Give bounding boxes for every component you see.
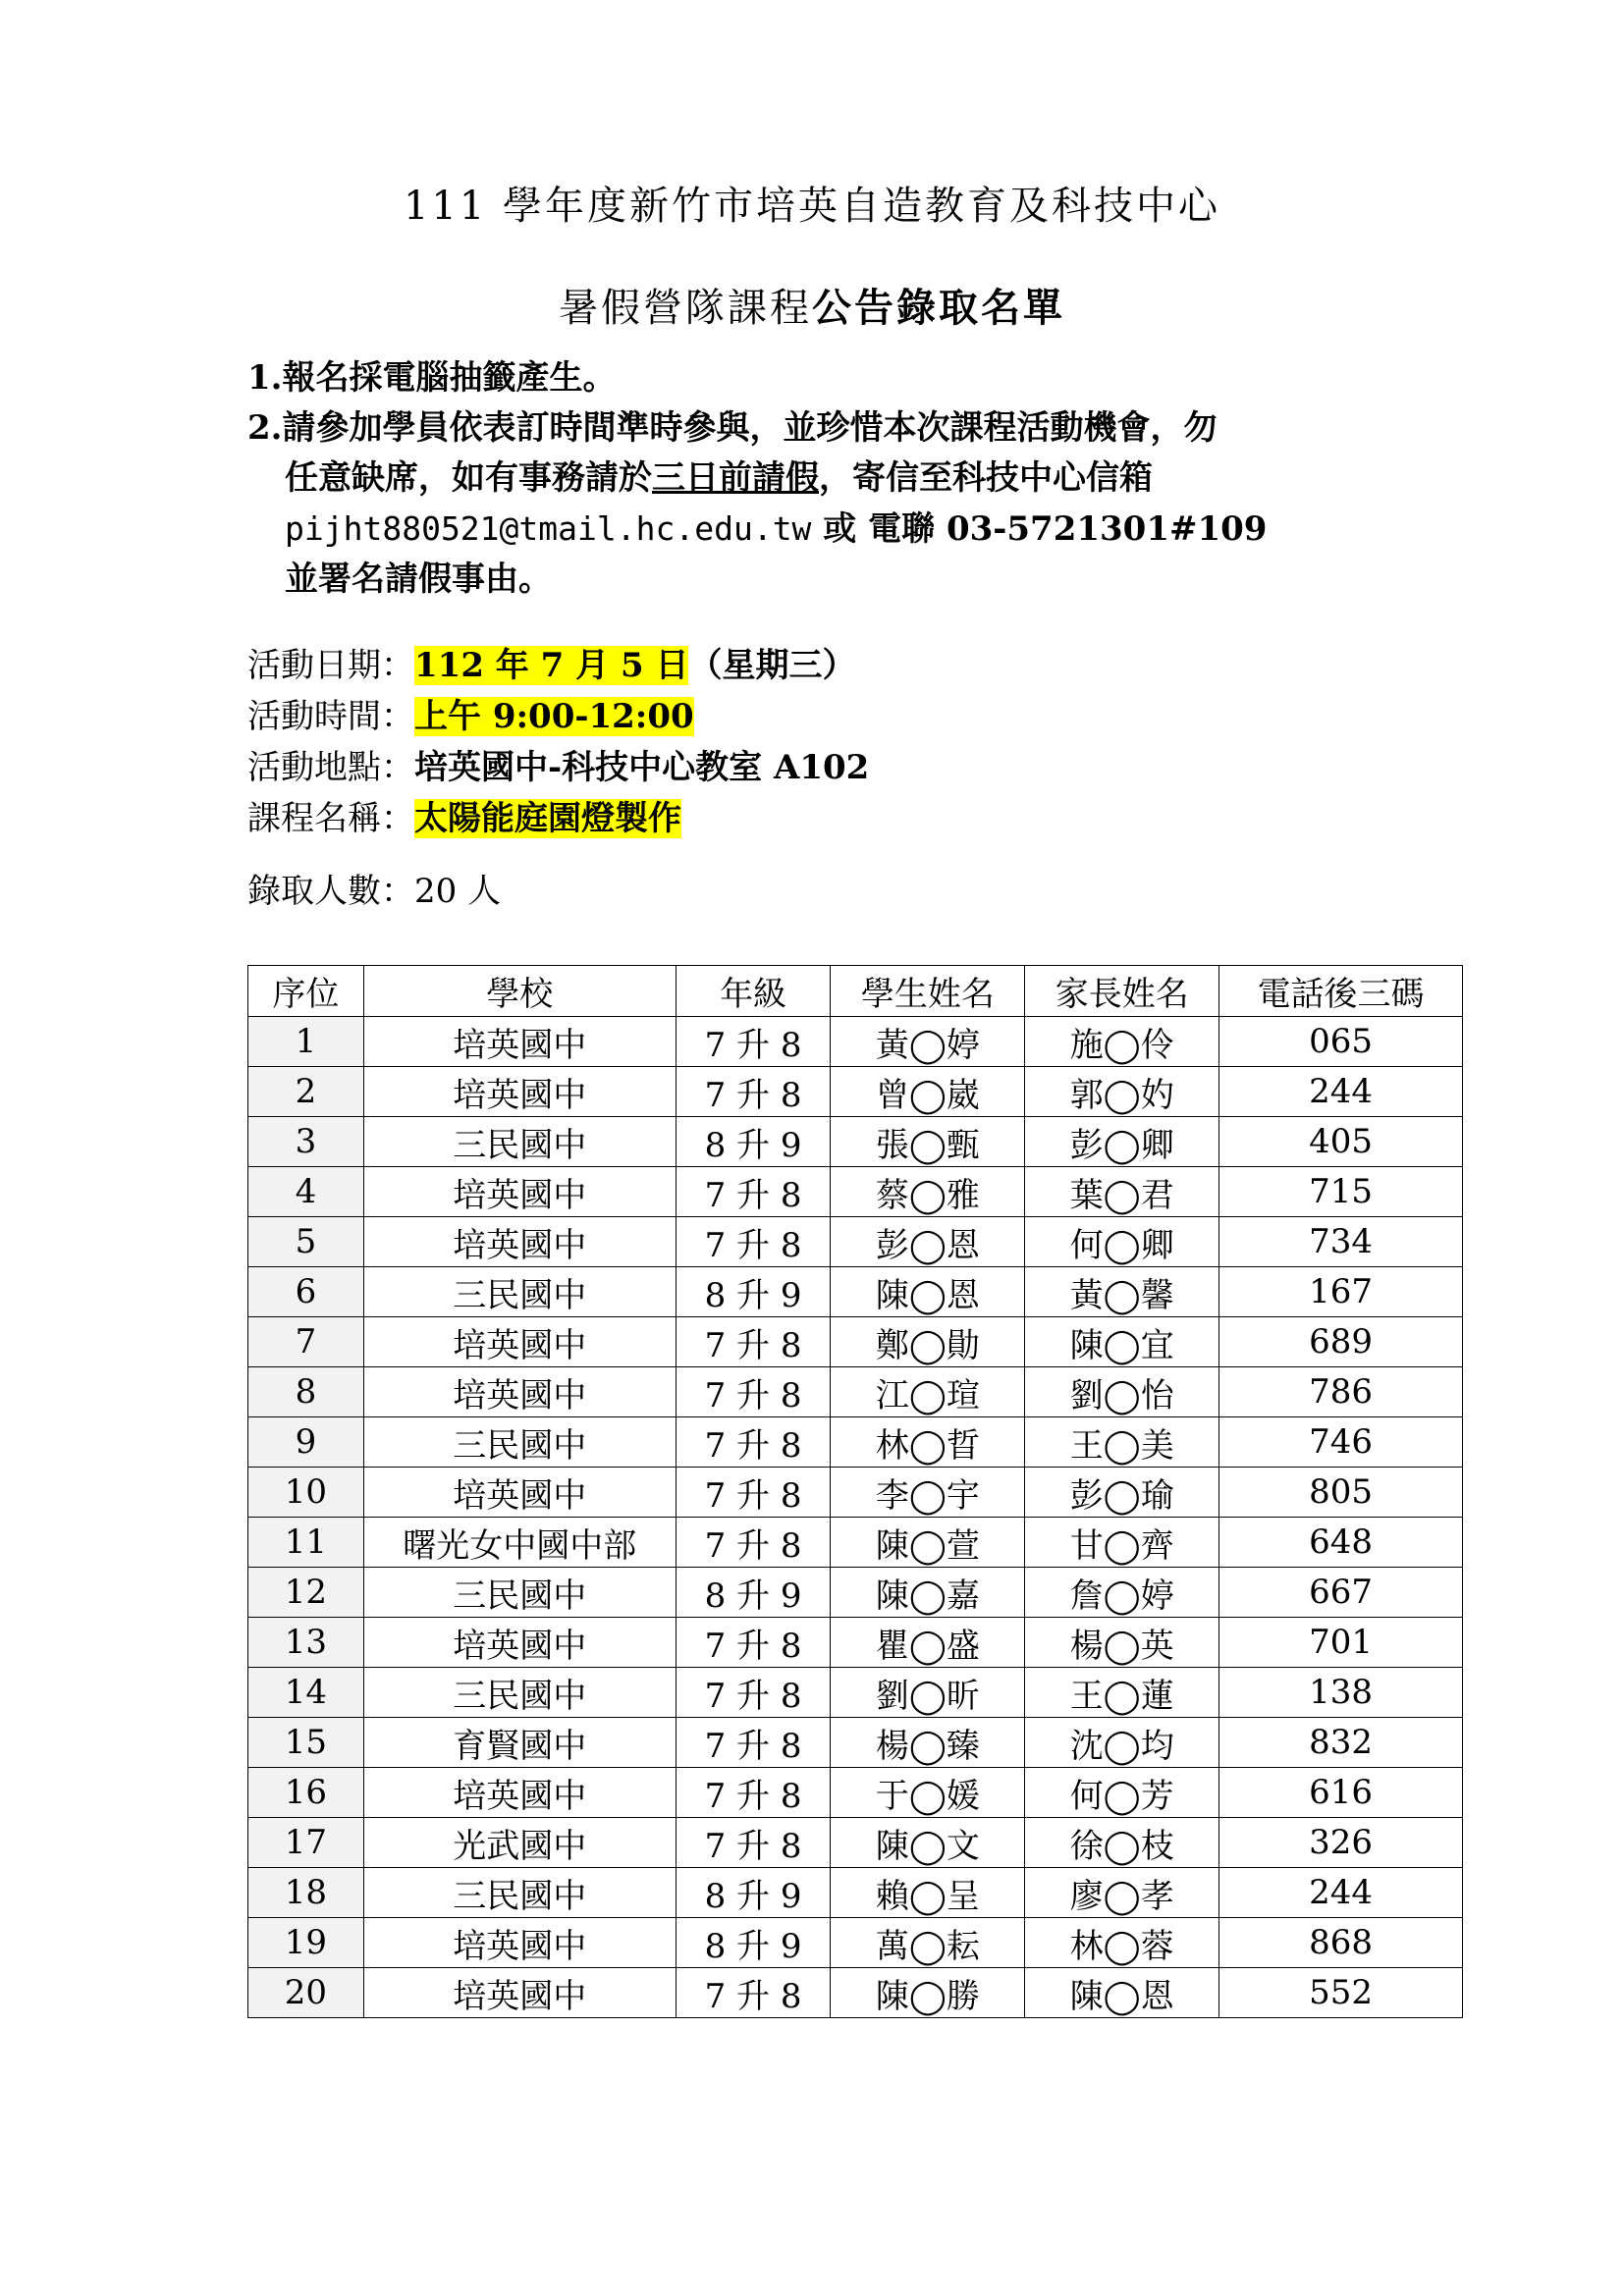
cell-school: 三民國中 xyxy=(363,1417,676,1468)
cell-school: 培英國中 xyxy=(363,1317,676,1367)
table-row xyxy=(248,1468,1463,1518)
cell-parent-name: 黃◯馨 xyxy=(1025,1267,1219,1317)
cell-grade: 7 升 8 xyxy=(676,1518,831,1568)
cell-parent-name: 廖◯孝 xyxy=(1025,1868,1219,1918)
activity-time-label: 活動時間： xyxy=(247,697,414,736)
header-student-name: 學生姓名 xyxy=(831,966,1025,1017)
cell-school: 培英國中 xyxy=(363,1217,676,1267)
cell-phone-last3: 648 xyxy=(1219,1518,1463,1568)
cell-parent-name: 王◯蓮 xyxy=(1025,1668,1219,1718)
cell-grade: 8 升 9 xyxy=(676,1568,831,1618)
cell-seq: 8 xyxy=(248,1367,364,1417)
cell-seq: 4 xyxy=(248,1167,364,1217)
cell-phone-last3: 689 xyxy=(1219,1317,1463,1367)
table-row xyxy=(248,1067,1463,1117)
cell-seq: 5 xyxy=(248,1217,364,1267)
cell-grade: 7 升 8 xyxy=(676,1367,831,1417)
cell-parent-name: 陳◯恩 xyxy=(1025,1968,1219,2018)
cell-student-name: 彭◯恩 xyxy=(831,1217,1025,1267)
admission-table xyxy=(247,965,1463,2018)
document-title: 111 學年度新竹市培英自造教育及科技中心 xyxy=(403,184,1221,229)
cell-phone-last3: 326 xyxy=(1219,1818,1463,1868)
cell-parent-name: 彭◯瑜 xyxy=(1025,1468,1219,1518)
course-name-row xyxy=(247,793,869,844)
cell-student-name: 于◯媛 xyxy=(831,1768,1025,1818)
cell-school: 培英國中 xyxy=(363,1067,676,1117)
contact-or: 或 xyxy=(823,509,857,549)
note-2-continued xyxy=(247,454,1475,504)
activity-place-row xyxy=(247,742,869,793)
cell-grade: 8 升 9 xyxy=(676,1868,831,1918)
cell-school: 培英國中 xyxy=(363,1968,676,2018)
cell-seq: 6 xyxy=(248,1267,364,1317)
subtitle-plain: 暑假營隊課程 xyxy=(559,286,812,331)
cell-seq: 11 xyxy=(248,1518,364,1568)
cell-phone-last3: 701 xyxy=(1219,1618,1463,1668)
table-row xyxy=(248,1317,1463,1367)
cell-parent-name: 甘◯齊 xyxy=(1025,1518,1219,1568)
cell-school: 三民國中 xyxy=(363,1267,676,1317)
cell-school: 光武國中 xyxy=(363,1818,676,1868)
table-body xyxy=(248,1017,1463,2018)
cell-phone-last3: 805 xyxy=(1219,1468,1463,1518)
admission-count xyxy=(247,864,501,912)
cell-student-name: 劉◯昕 xyxy=(831,1668,1025,1718)
table-row xyxy=(248,1668,1463,1718)
cell-grade: 8 升 9 xyxy=(676,1267,831,1317)
cell-phone-last3: 832 xyxy=(1219,1718,1463,1768)
cell-school: 三民國中 xyxy=(363,1668,676,1718)
cell-seq: 16 xyxy=(248,1768,364,1818)
cell-seq: 19 xyxy=(248,1918,364,1968)
cell-school: 曙光女中國中部 xyxy=(363,1518,676,1568)
cell-phone-last3: 138 xyxy=(1219,1668,1463,1718)
cell-student-name: 江◯瑄 xyxy=(831,1367,1025,1417)
cell-grade: 8 升 9 xyxy=(676,1918,831,1968)
contact-phone: 電聯 03-5721301#109 xyxy=(868,509,1268,549)
cell-grade: 7 升 8 xyxy=(676,1618,831,1668)
note-2-pre: 任意缺席，如有事務請於 xyxy=(285,458,652,498)
cell-school: 培英國中 xyxy=(363,1017,676,1067)
activity-time-value: 上午 9:00-12:00 xyxy=(414,697,694,736)
cell-seq: 13 xyxy=(248,1618,364,1668)
note-leave-reason: 並署名請假事由。 xyxy=(285,560,552,599)
cell-parent-name: 何◯芳 xyxy=(1025,1768,1219,1818)
cell-student-name: 陳◯萱 xyxy=(831,1518,1025,1568)
cell-phone-last3: 868 xyxy=(1219,1918,1463,1968)
cell-school: 培英國中 xyxy=(363,1167,676,1217)
cell-grade: 7 升 8 xyxy=(676,1417,831,1468)
cell-grade: 7 升 8 xyxy=(676,1317,831,1367)
cell-parent-name: 林◯蓉 xyxy=(1025,1918,1219,1968)
cell-student-name: 林◯晢 xyxy=(831,1417,1025,1468)
course-name-label: 課程名稱： xyxy=(247,799,414,838)
cell-student-name: 陳◯嘉 xyxy=(831,1568,1025,1618)
admission-count-label: 錄取人數： xyxy=(247,872,414,911)
cell-phone-last3: 786 xyxy=(1219,1367,1463,1417)
cell-student-name: 李◯宇 xyxy=(831,1468,1025,1518)
header-grade: 年級 xyxy=(676,966,831,1017)
header-seq: 序位 xyxy=(248,966,364,1017)
cell-parent-name: 施◯伶 xyxy=(1025,1017,1219,1067)
table-row xyxy=(248,1568,1463,1618)
activity-date-label: 活動日期： xyxy=(247,646,414,685)
table-row xyxy=(248,1267,1463,1317)
cell-phone-last3: 734 xyxy=(1219,1217,1463,1267)
cell-seq: 10 xyxy=(248,1468,364,1518)
cell-parent-name: 王◯美 xyxy=(1025,1417,1219,1468)
table-row xyxy=(248,1968,1463,2018)
cell-seq: 7 xyxy=(248,1317,364,1367)
cell-parent-name: 劉◯怡 xyxy=(1025,1367,1219,1417)
table-row xyxy=(248,1417,1463,1468)
cell-school: 培英國中 xyxy=(363,1918,676,1968)
table-row xyxy=(248,1518,1463,1568)
cell-phone-last3: 167 xyxy=(1219,1267,1463,1317)
cell-grade: 7 升 8 xyxy=(676,1217,831,1267)
note-contact xyxy=(247,504,1475,555)
cell-seq: 1 xyxy=(248,1017,364,1067)
cell-parent-name: 彭◯卿 xyxy=(1025,1117,1219,1167)
table-row xyxy=(248,1367,1463,1417)
cell-grade: 7 升 8 xyxy=(676,1968,831,2018)
cell-seq: 18 xyxy=(248,1868,364,1918)
cell-phone-last3: 405 xyxy=(1219,1117,1463,1167)
cell-grade: 7 升 8 xyxy=(676,1017,831,1067)
cell-phone-last3: 616 xyxy=(1219,1768,1463,1818)
cell-grade: 8 升 9 xyxy=(676,1117,831,1167)
table-row xyxy=(248,1618,1463,1668)
activity-info xyxy=(247,640,869,844)
cell-grade: 7 升 8 xyxy=(676,1668,831,1718)
cell-seq: 12 xyxy=(248,1568,364,1618)
cell-parent-name: 楊◯英 xyxy=(1025,1618,1219,1668)
cell-school: 培英國中 xyxy=(363,1468,676,1518)
cell-grade: 7 升 8 xyxy=(676,1167,831,1217)
cell-phone-last3: 746 xyxy=(1219,1417,1463,1468)
cell-student-name: 瞿◯盛 xyxy=(831,1618,1025,1668)
cell-school: 培英國中 xyxy=(363,1618,676,1668)
course-name-value: 太陽能庭園燈製作 xyxy=(414,799,681,838)
cell-seq: 17 xyxy=(248,1818,364,1868)
cell-student-name: 陳◯恩 xyxy=(831,1267,1025,1317)
cell-school: 育賢國中 xyxy=(363,1718,676,1768)
cell-grade: 7 升 8 xyxy=(676,1468,831,1518)
cell-seq: 15 xyxy=(248,1718,364,1768)
cell-grade: 7 升 8 xyxy=(676,1768,831,1818)
cell-phone-last3: 065 xyxy=(1219,1017,1463,1067)
cell-student-name: 陳◯文 xyxy=(831,1818,1025,1868)
cell-school: 三民國中 xyxy=(363,1868,676,1918)
cell-parent-name: 徐◯枝 xyxy=(1025,1818,1219,1868)
activity-date-weekday: （星期三） xyxy=(688,646,856,685)
cell-grade: 7 升 8 xyxy=(676,1067,831,1117)
table-row xyxy=(248,1117,1463,1167)
table-row xyxy=(248,1818,1463,1868)
cell-student-name: 萬◯耘 xyxy=(831,1918,1025,1968)
cell-seq: 14 xyxy=(248,1668,364,1718)
cell-student-name: 賴◯呈 xyxy=(831,1868,1025,1918)
header-parent-name: 家長姓名 xyxy=(1025,966,1219,1017)
cell-school: 培英國中 xyxy=(363,1367,676,1417)
table-row xyxy=(248,1167,1463,1217)
table-row xyxy=(248,1918,1463,1968)
admission-count-value: 20 人 xyxy=(414,872,502,911)
cell-student-name: 陳◯勝 xyxy=(831,1968,1025,2018)
table-row xyxy=(248,1217,1463,1267)
cell-parent-name: 沈◯均 xyxy=(1025,1718,1219,1768)
cell-seq: 9 xyxy=(248,1417,364,1468)
cell-school: 三民國中 xyxy=(363,1117,676,1167)
cell-seq: 2 xyxy=(248,1067,364,1117)
cell-school: 培英國中 xyxy=(363,1768,676,1818)
cell-phone-last3: 715 xyxy=(1219,1167,1463,1217)
table-row xyxy=(248,1017,1463,1067)
cell-student-name: 曾◯崴 xyxy=(831,1067,1025,1117)
cell-phone-last3: 244 xyxy=(1219,1868,1463,1918)
cell-grade: 7 升 8 xyxy=(676,1718,831,1768)
cell-school: 三民國中 xyxy=(363,1568,676,1618)
cell-student-name: 鄭◯勛 xyxy=(831,1317,1025,1367)
cell-student-name: 張◯甄 xyxy=(831,1117,1025,1167)
note-2-post: ，寄信至科技中心信箱 xyxy=(819,458,1153,498)
cell-parent-name: 何◯卿 xyxy=(1025,1217,1219,1267)
cell-student-name: 楊◯臻 xyxy=(831,1718,1025,1768)
table-header-row xyxy=(248,966,1463,1017)
cell-student-name: 蔡◯雅 xyxy=(831,1167,1025,1217)
note-2-underlined: 三日前請假 xyxy=(652,458,819,498)
note-1: 1.報名採電腦抽籤產生。 xyxy=(247,358,617,398)
activity-place-value: 培英國中-科技中心教室 A102 xyxy=(414,748,870,787)
cell-parent-name: 葉◯君 xyxy=(1025,1167,1219,1217)
subtitle-bold: 公告錄取名單 xyxy=(812,285,1065,331)
cell-student-name: 黃◯婷 xyxy=(831,1017,1025,1067)
cell-phone-last3: 244 xyxy=(1219,1067,1463,1117)
cell-grade: 7 升 8 xyxy=(676,1818,831,1868)
activity-place-label: 活動地點： xyxy=(247,748,414,787)
document-subtitle xyxy=(0,277,1624,333)
header-phone-last3: 電話後三碼 xyxy=(1219,966,1463,1017)
table-row xyxy=(248,1868,1463,1918)
activity-time-row xyxy=(247,691,869,742)
cell-phone-last3: 552 xyxy=(1219,1968,1463,2018)
note-2: 2.請參加學員依表訂時間準時參與，並珍惜本次課程活動機會，勿 xyxy=(247,408,1218,448)
cell-phone-last3: 667 xyxy=(1219,1568,1463,1618)
cell-parent-name: 詹◯婷 xyxy=(1025,1568,1219,1618)
table-row xyxy=(248,1768,1463,1818)
activity-date-value: 112 年 7 月 5 日 xyxy=(414,646,689,685)
cell-seq: 20 xyxy=(248,1968,364,2018)
header-school: 學校 xyxy=(363,966,676,1017)
notes-section xyxy=(247,353,1475,605)
activity-date-row xyxy=(247,640,869,691)
table-row xyxy=(248,1718,1463,1768)
cell-seq: 3 xyxy=(248,1117,364,1167)
cell-parent-name: 陳◯宜 xyxy=(1025,1317,1219,1367)
cell-parent-name: 郭◯妁 xyxy=(1025,1067,1219,1117)
contact-email[interactable]: pijht880521@tmail.hc.edu.tw xyxy=(285,509,812,548)
